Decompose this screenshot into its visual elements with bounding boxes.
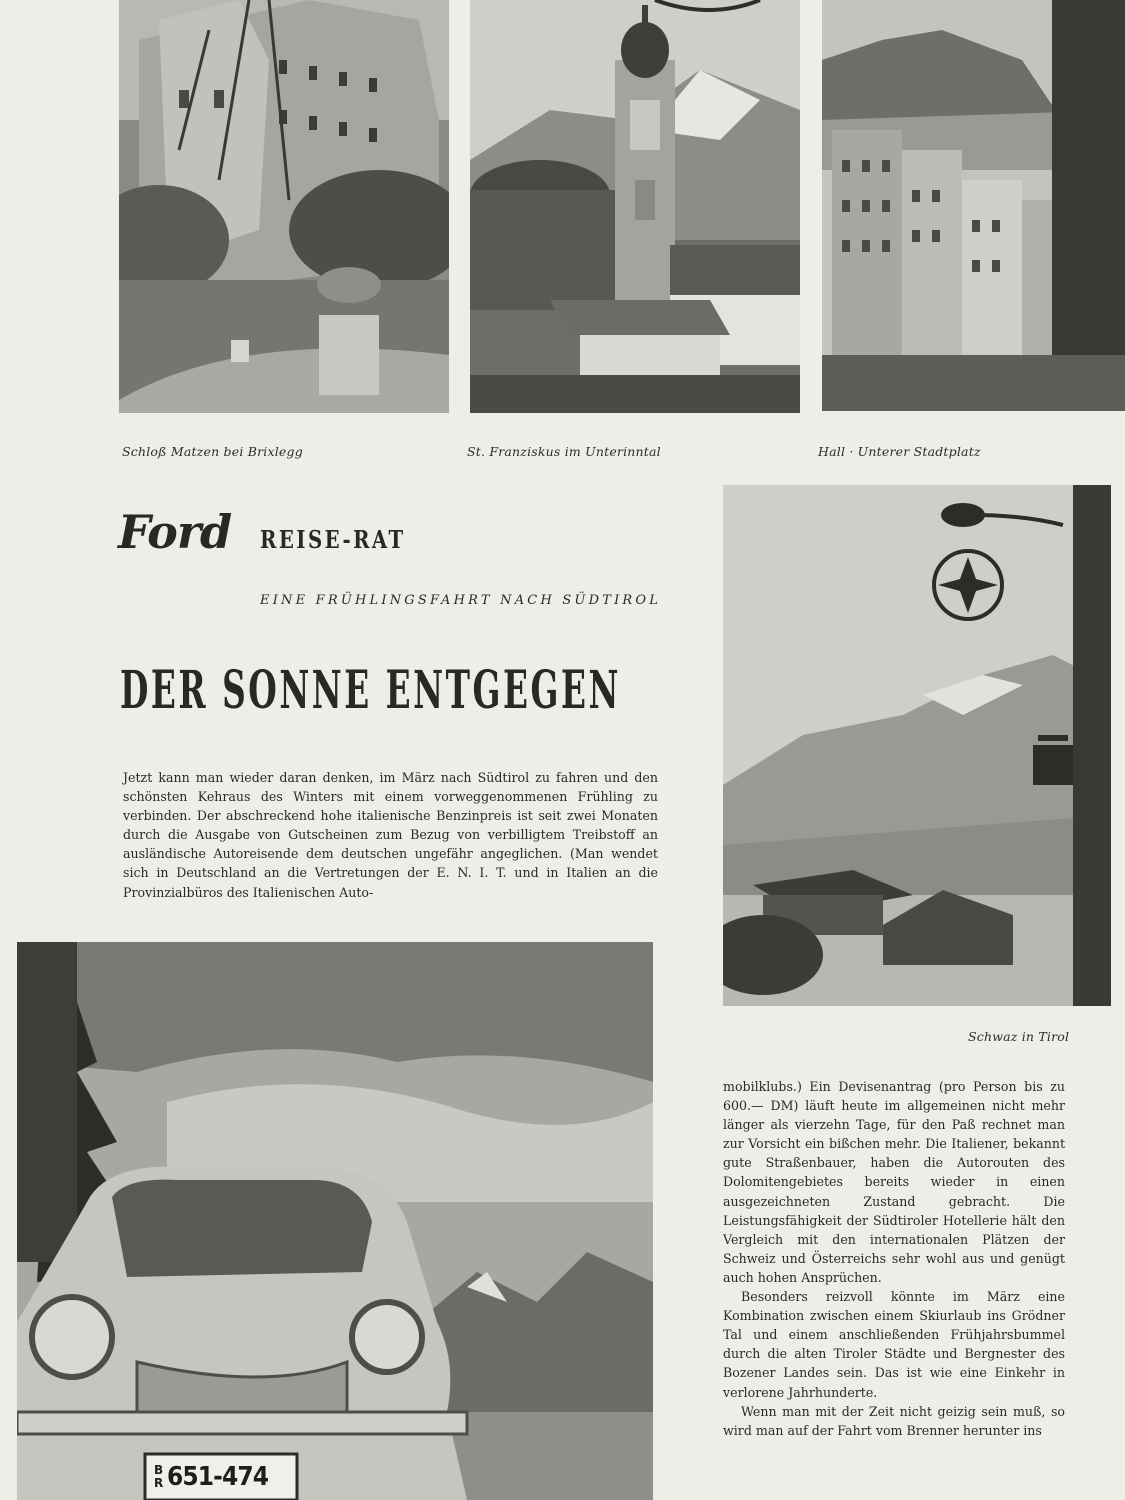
plate-number: 651-474 xyxy=(167,1462,269,1492)
photo-ford-car xyxy=(17,942,653,1500)
body-paragraph: Wenn man mit der Zeit nicht geizig sein muß, so wird man auf der Fahrt vom Brenner herunter ins xyxy=(723,1403,1065,1438)
caption-photo1: Schloß Matzen bei Brixlegg xyxy=(122,444,303,459)
caption-photo4: Schwaz in Tirol xyxy=(968,1029,1070,1044)
photo-st-franziskus xyxy=(470,0,800,413)
body-column-2 xyxy=(723,1077,1065,1440)
photo-hall xyxy=(822,0,1125,411)
caption-photo3: Hall · Unterer Stadtplatz xyxy=(818,444,981,459)
photo-schwaz xyxy=(723,485,1111,1006)
plate-prefix-bottom: R xyxy=(154,1476,164,1490)
body-paragraph: Besonders reizvoll könnte im März eine Kombination zwischen einem Skiurlaub ins Grödner Tal und einem anschließenden Frühjahrsbummel durch die alten Tiroler Städte und Bergnester des Bozener Landes sein. Das ist wie eine Einkehr in verlorene Jahrhunderte. xyxy=(723,1289,1065,1400)
body-paragraph: Jetzt kann man wieder daran denken, im März nach Südtirol zu fahren und den schönsten Kehraus des Winters mit einem vorweggenommenen Frühling zu verbinden. Der abschreckend hohe italienische Benzinpreis ist seit zwei Monaten durch die Ausgabe von Gutscheinen zum Bezug von verbilligtem Treibstoff an ausländische Autoreisende dem deutschen ungefähr angeglichen. (Man wendet sich in Deutschland an die Vertretungen der E. N. I. T. und in Italien an die Provinzialbüros des Italienischen Auto- xyxy=(123,770,658,900)
photo-schloss-matzen xyxy=(119,0,449,413)
body-paragraph: mobilklubs.) Ein Devisenantrag (pro Person bis zu 600.— DM) läuft heute im allgemeinen nicht mehr länger als vierzehn Tage, für den Paß rechnet man zur Vorsicht ein bißchen mehr. Die Italiener, bekannt gute Straßenbauer, haben die Autorouten des Dolomitengebietes bereits wieder in einen ausgezeichneten Zustand gebracht. Die Leistungsfähigkeit der Südtiroler Hotellerie hält den Vergleich mit den internationalen Plätzen der Schweiz und Österreichs sehr wohl aus und genügt auch hohen Ansprüchen. xyxy=(723,1079,1065,1285)
kicker: EINE FRÜHLINGSFAHRT NACH SÜDTIROL xyxy=(260,593,662,608)
plate-prefix-top: B xyxy=(154,1463,164,1477)
license-plate xyxy=(148,1457,294,1497)
headline: DER SONNE ENTGEGEN xyxy=(120,660,621,721)
series-title: REISE-RAT xyxy=(260,525,406,554)
caption-photo2: St. Franziskus im Unterinntal xyxy=(467,444,661,459)
body-column-1 xyxy=(123,768,658,902)
ford-logo: Ford xyxy=(118,505,232,559)
